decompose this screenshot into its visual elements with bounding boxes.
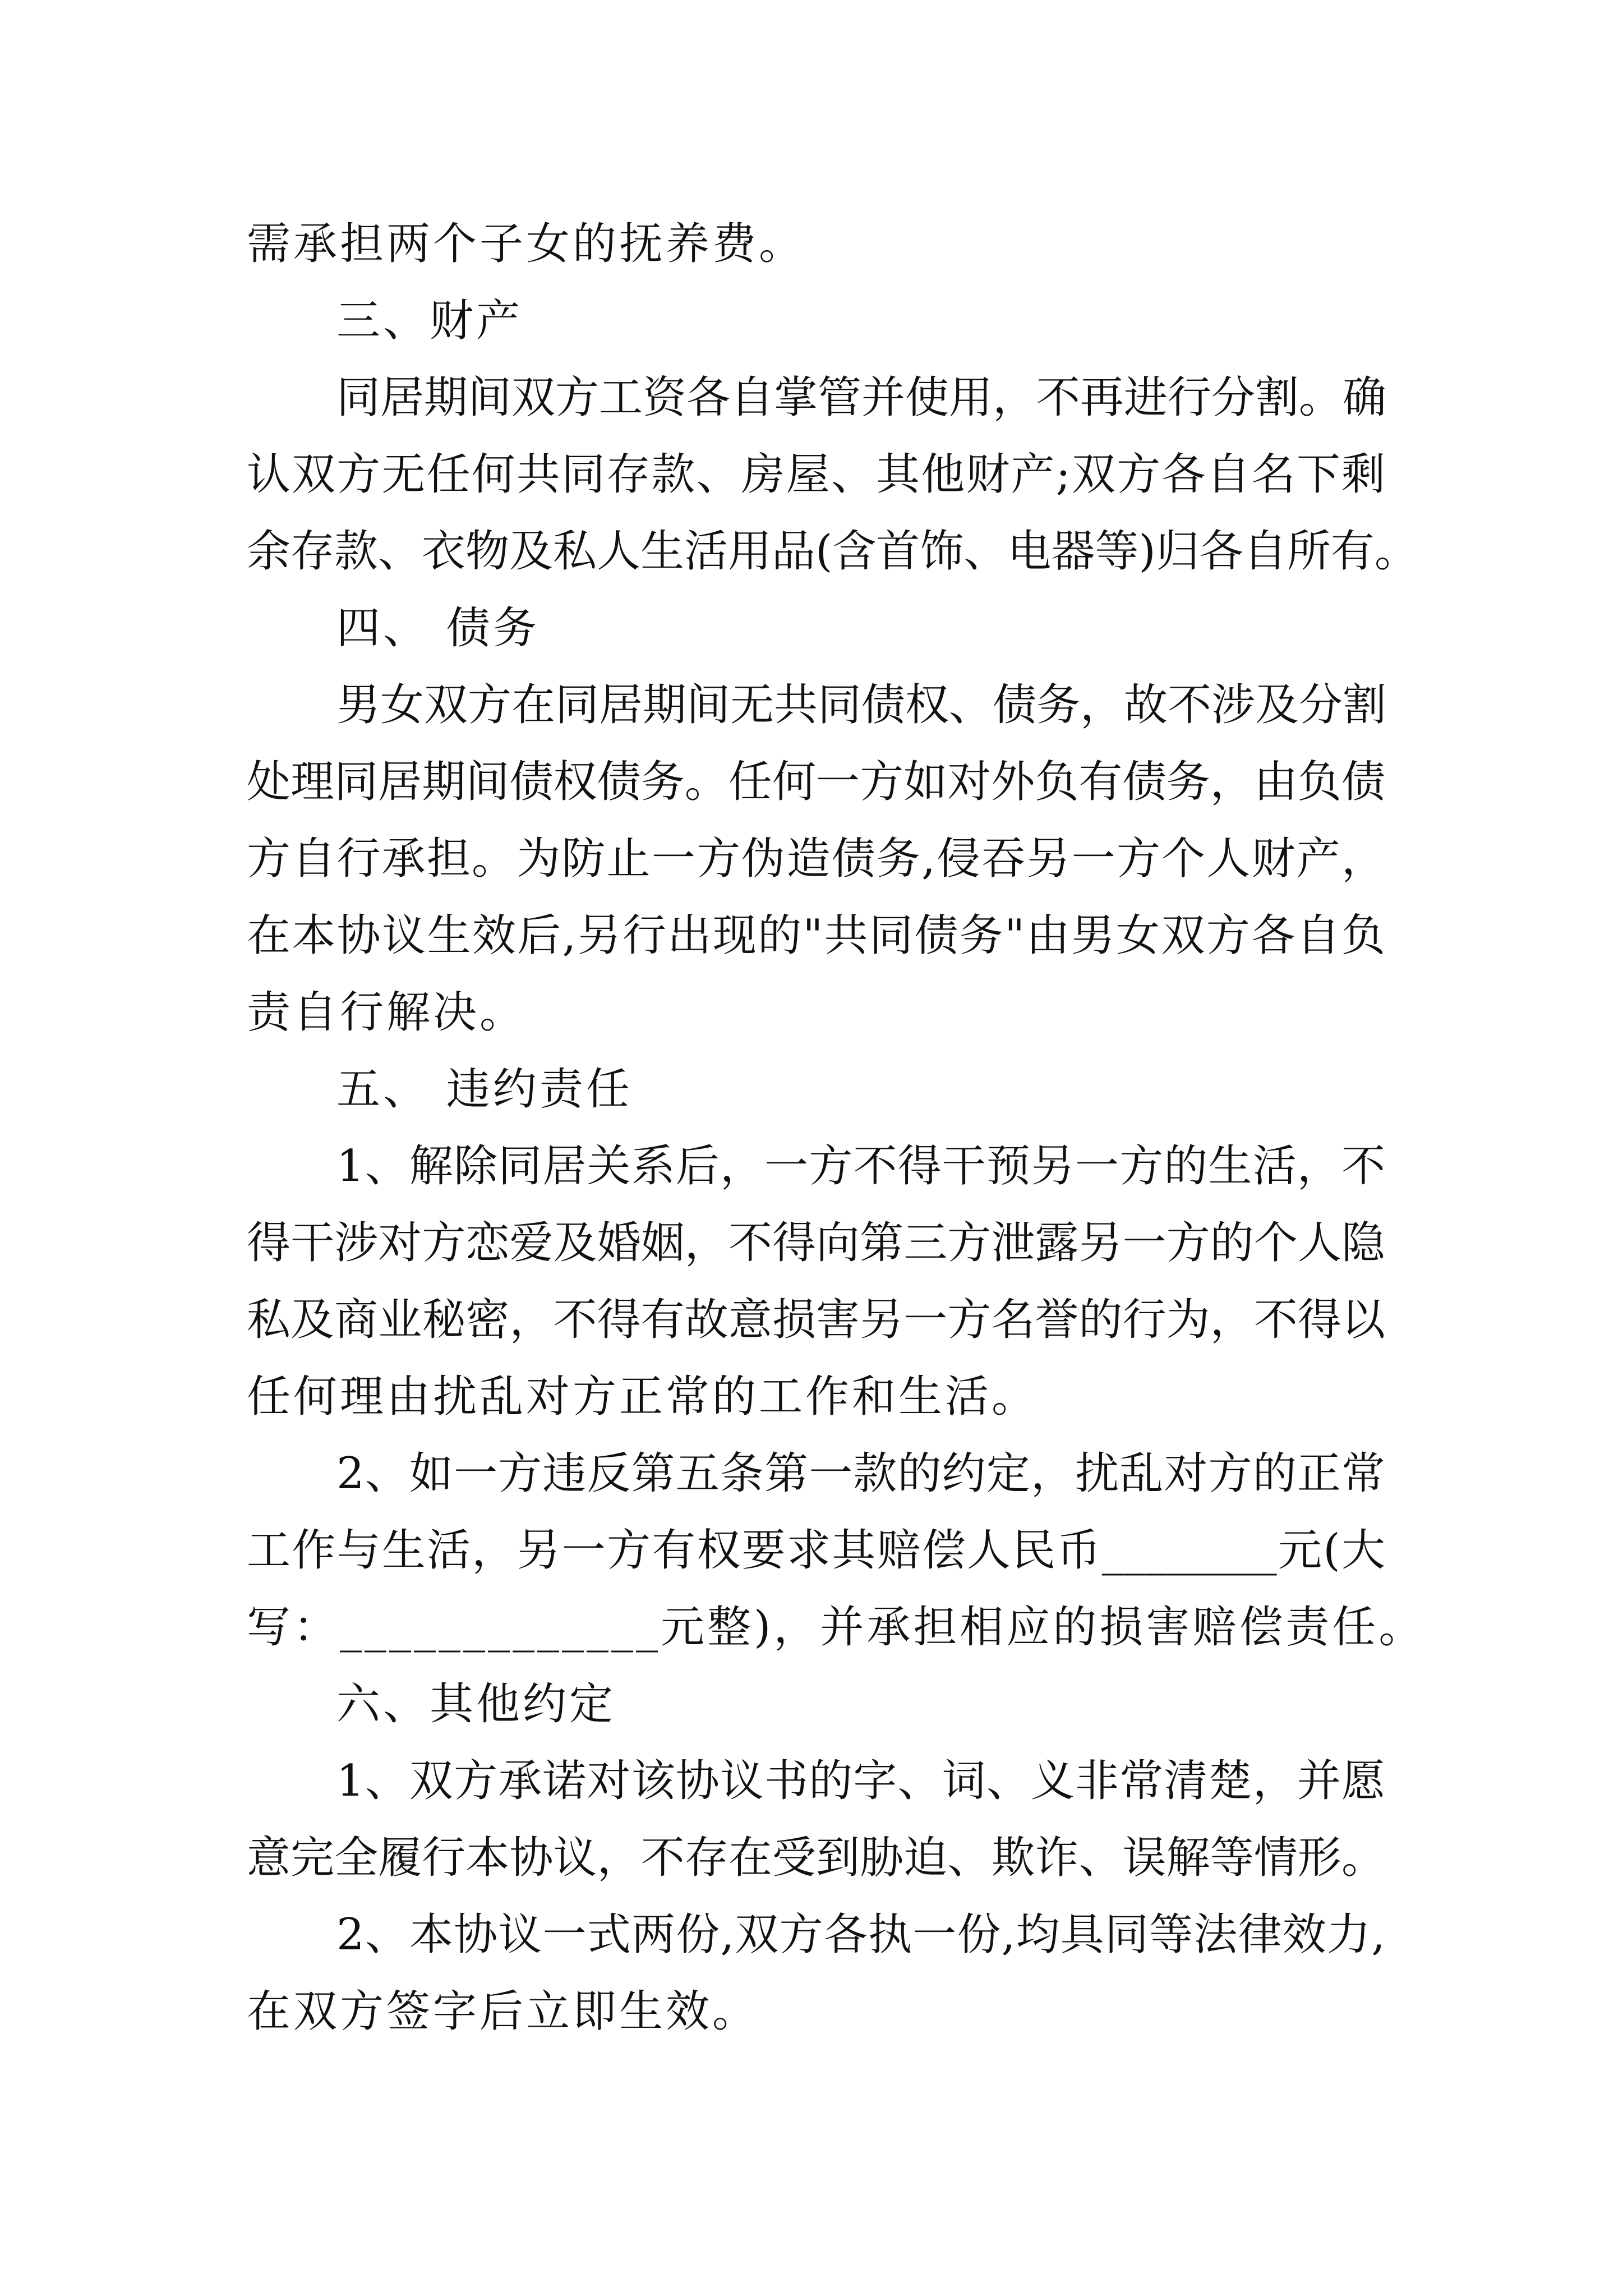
text-line: 1、双方承诺对该协议书的字、词、义非常清楚，并愿 bbox=[336, 1756, 1385, 1806]
text-line: 在本协议生效后,另行出现的"共同债务"由男女双方各自负 bbox=[247, 910, 1385, 961]
text-line: 处理同居期间债权债务。任何一方如对外负有债务，由负债 bbox=[247, 757, 1385, 807]
text-line: 1、解除同居关系后，一方不得干预另一方的生活，不 bbox=[336, 1141, 1385, 1191]
text-line: 男女双方在同居期间无共同债权、债务，故不涉及分割 bbox=[336, 680, 1387, 730]
section-heading-debts: 四、 债务 bbox=[336, 603, 540, 654]
text-line: 方自行承担。为防止一方伪造债务,侵吞另一方个人财产， bbox=[247, 834, 1385, 884]
section-heading-liability: 五、 违约责任 bbox=[336, 1064, 633, 1115]
section-heading-property: 三、财产 bbox=[336, 296, 523, 346]
text-line: 2、本协议一式两份,双方各执一份,均具同等法律效力, bbox=[336, 1910, 1385, 1960]
text-line: 在双方签字后立即生效。 bbox=[247, 1986, 759, 2037]
text-line: 得干涉对方恋爱及婚姻，不得向第三方泄露另一方的个人隐 bbox=[247, 1218, 1385, 1268]
text-line: 私及商业秘密，不得有故意损害另一方名誉的行为，不得以 bbox=[247, 1295, 1385, 1345]
text-line: 工作与生活，另一方有权要求其赔偿人民币________元(大 bbox=[247, 1525, 1385, 1576]
text-line: 意完全履行本协议，不存在受到胁迫、欺诈、误解等情形。 bbox=[247, 1833, 1385, 1883]
text-line: 任何理由扰乱对方正常的工作和生活。 bbox=[247, 1372, 1039, 1422]
text-line: 需承担两个子女的抚养费。 bbox=[247, 219, 806, 269]
text-line: 责自行解决。 bbox=[247, 987, 527, 1038]
text-line: 认双方无任何共同存款、房屋、其他财产;双方各自名下剩 bbox=[247, 449, 1385, 500]
text-line: 写：_____________元整)，并承担相应的损害赔偿责任。 bbox=[247, 1602, 1426, 1653]
text-line: 余存款、衣物及私人生活用品(含首饰、电器等)归各自所有。 bbox=[247, 526, 1418, 577]
section-heading-other-terms: 六、其他约定 bbox=[336, 1679, 616, 1729]
text-line: 2、如一方违反第五条第一款的约定，扰乱对方的正常 bbox=[336, 1448, 1385, 1499]
text-line: 同居期间双方工资各自掌管并使用，不再进行分割。确 bbox=[336, 372, 1387, 423]
